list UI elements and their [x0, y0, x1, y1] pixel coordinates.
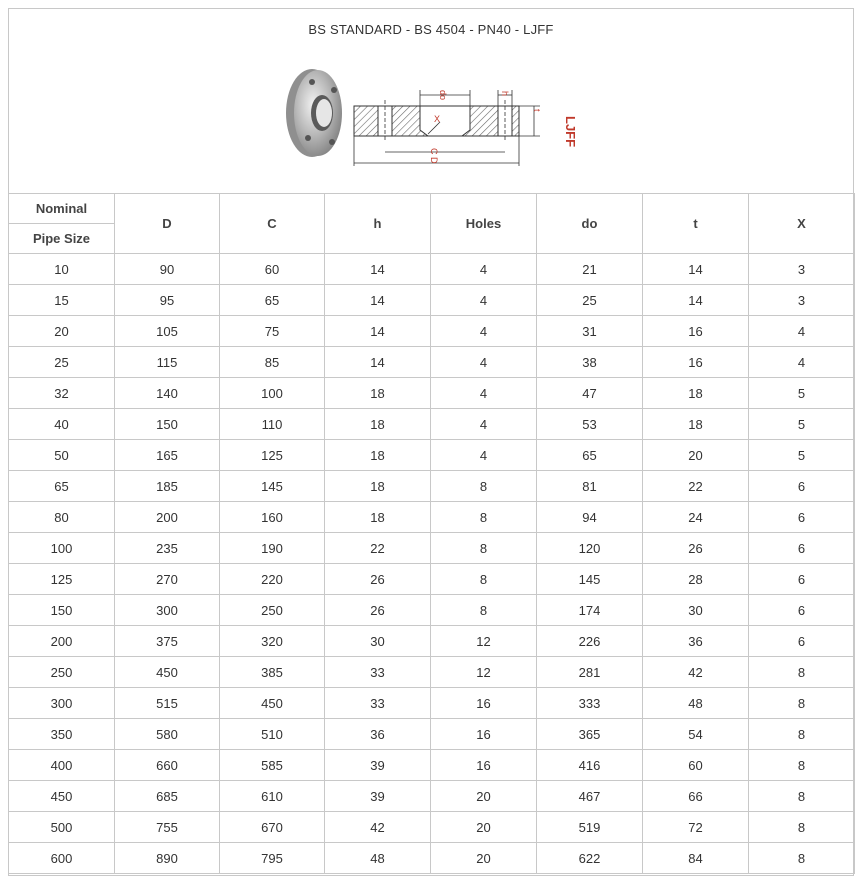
- table-row: [9, 719, 855, 750]
- cell-h: 33: [325, 657, 431, 688]
- cell-t: 36: [643, 626, 749, 657]
- cell-x: 3: [749, 254, 855, 285]
- cell-h: 18: [325, 471, 431, 502]
- cell-holes: 4: [431, 347, 537, 378]
- cell-h: 48: [325, 843, 431, 874]
- cell-t: 16: [643, 316, 749, 347]
- cell-t: 24: [643, 502, 749, 533]
- cell-pipe-size: 350: [9, 719, 115, 750]
- cell-pipe-size: 32: [9, 378, 115, 409]
- cell-x: 4: [749, 347, 855, 378]
- cell-pipe-size: 250: [9, 657, 115, 688]
- cell-do: 65: [537, 440, 643, 471]
- table-row: [9, 533, 855, 564]
- header-pipe-size: Pipe Size: [9, 224, 115, 254]
- cell-d: 150: [115, 409, 220, 440]
- cell-d: 375: [115, 626, 220, 657]
- cell-do: 21: [537, 254, 643, 285]
- cell-do: 94: [537, 502, 643, 533]
- cell-t: 14: [643, 285, 749, 316]
- table-row: [9, 347, 855, 378]
- cell-t: 16: [643, 347, 749, 378]
- table-row: [9, 378, 855, 409]
- cell-holes: 16: [431, 688, 537, 719]
- table-row: [9, 688, 855, 719]
- cell-do: 47: [537, 378, 643, 409]
- cell-h: 18: [325, 409, 431, 440]
- cell-x: 6: [749, 626, 855, 657]
- cell-h: 26: [325, 564, 431, 595]
- header-x: X: [749, 194, 855, 254]
- cell-c: 250: [220, 595, 325, 626]
- cell-d: 450: [115, 657, 220, 688]
- cell-holes: 4: [431, 378, 537, 409]
- cell-x: 3: [749, 285, 855, 316]
- cell-c: 190: [220, 533, 325, 564]
- cell-h: 33: [325, 688, 431, 719]
- cell-d: 685: [115, 781, 220, 812]
- cell-d: 270: [115, 564, 220, 595]
- cell-do: 145: [537, 564, 643, 595]
- flange-photo: [286, 69, 342, 157]
- cell-c: 585: [220, 750, 325, 781]
- cell-t: 18: [643, 409, 749, 440]
- cell-pipe-size: 10: [9, 254, 115, 285]
- cell-c: 220: [220, 564, 325, 595]
- cell-holes: 20: [431, 781, 537, 812]
- cell-t: 18: [643, 378, 749, 409]
- cell-holes: 4: [431, 254, 537, 285]
- cell-pipe-size: 15: [9, 285, 115, 316]
- cell-do: 31: [537, 316, 643, 347]
- cell-x: 8: [749, 812, 855, 843]
- cell-d: 200: [115, 502, 220, 533]
- cell-holes: 20: [431, 843, 537, 874]
- cell-pipe-size: 200: [9, 626, 115, 657]
- cell-x: 6: [749, 595, 855, 626]
- cell-d: 660: [115, 750, 220, 781]
- cell-d: 580: [115, 719, 220, 750]
- cell-c: 795: [220, 843, 325, 874]
- cell-h: 18: [325, 502, 431, 533]
- cell-d: 95: [115, 285, 220, 316]
- cell-c: 160: [220, 502, 325, 533]
- cell-holes: 4: [431, 440, 537, 471]
- cell-holes: 12: [431, 657, 537, 688]
- cell-holes: 12: [431, 626, 537, 657]
- cell-d: 515: [115, 688, 220, 719]
- cell-x: 8: [749, 719, 855, 750]
- cell-c: 60: [220, 254, 325, 285]
- cell-d: 165: [115, 440, 220, 471]
- cell-t: 84: [643, 843, 749, 874]
- cell-holes: 8: [431, 595, 537, 626]
- cell-d: 300: [115, 595, 220, 626]
- table-row: [9, 843, 855, 874]
- label-ljff: LJFF: [563, 116, 578, 148]
- cell-do: 174: [537, 595, 643, 626]
- cell-d: 115: [115, 347, 220, 378]
- table-row: [9, 471, 855, 502]
- cell-t: 14: [643, 254, 749, 285]
- cell-do: 467: [537, 781, 643, 812]
- cell-do: 416: [537, 750, 643, 781]
- cell-h: 42: [325, 812, 431, 843]
- cell-h: 18: [325, 378, 431, 409]
- table-row: [9, 657, 855, 688]
- table-row: [9, 812, 855, 843]
- table-row: [9, 409, 855, 440]
- cell-holes: 8: [431, 471, 537, 502]
- cell-h: 36: [325, 719, 431, 750]
- header-holes: Holes: [431, 194, 537, 254]
- cell-c: 100: [220, 378, 325, 409]
- cell-pipe-size: 100: [9, 533, 115, 564]
- cell-do: 365: [537, 719, 643, 750]
- cell-pipe-size: 600: [9, 843, 115, 874]
- cell-c: 85: [220, 347, 325, 378]
- cell-t: 22: [643, 471, 749, 502]
- cell-holes: 8: [431, 502, 537, 533]
- cell-pipe-size: 300: [9, 688, 115, 719]
- cell-do: 519: [537, 812, 643, 843]
- cell-holes: 8: [431, 533, 537, 564]
- cell-do: 333: [537, 688, 643, 719]
- cell-holes: 16: [431, 719, 537, 750]
- label-h: h: [500, 91, 510, 97]
- cell-holes: 4: [431, 316, 537, 347]
- cell-c: 510: [220, 719, 325, 750]
- cell-do: 53: [537, 409, 643, 440]
- table-row: [9, 595, 855, 626]
- cell-h: 14: [325, 347, 431, 378]
- cell-c: 125: [220, 440, 325, 471]
- cell-x: 4: [749, 316, 855, 347]
- cell-d: 105: [115, 316, 220, 347]
- cell-d: 140: [115, 378, 220, 409]
- cell-pipe-size: 80: [9, 502, 115, 533]
- cell-h: 39: [325, 750, 431, 781]
- cell-x: 6: [749, 502, 855, 533]
- cell-t: 42: [643, 657, 749, 688]
- cell-d: 185: [115, 471, 220, 502]
- cell-t: 26: [643, 533, 749, 564]
- cell-t: 30: [643, 595, 749, 626]
- header-d: D: [115, 194, 220, 254]
- dimensions-table: [8, 193, 855, 874]
- cell-d: 890: [115, 843, 220, 874]
- cell-do: 38: [537, 347, 643, 378]
- cell-do: 226: [537, 626, 643, 657]
- cell-c: 610: [220, 781, 325, 812]
- cell-holes: 4: [431, 285, 537, 316]
- cell-pipe-size: 125: [9, 564, 115, 595]
- cell-pipe-size: 400: [9, 750, 115, 781]
- cell-holes: 4: [431, 409, 537, 440]
- header-t: t: [643, 194, 749, 254]
- cell-x: 8: [749, 657, 855, 688]
- table-row: [9, 626, 855, 657]
- cell-h: 14: [325, 316, 431, 347]
- label-cd: C D: [429, 148, 439, 164]
- cell-h: 39: [325, 781, 431, 812]
- cell-h: 22: [325, 533, 431, 564]
- table-row: [9, 440, 855, 471]
- cell-do: 81: [537, 471, 643, 502]
- label-x: X: [434, 114, 441, 124]
- header-do: do: [537, 194, 643, 254]
- table-row: [9, 254, 855, 285]
- cell-pipe-size: 65: [9, 471, 115, 502]
- cell-h: 14: [325, 254, 431, 285]
- cell-pipe-size: 50: [9, 440, 115, 471]
- table-row: [9, 564, 855, 595]
- header-nominal: Nominal: [9, 194, 115, 224]
- flange-drawing: [278, 68, 588, 178]
- cell-d: 235: [115, 533, 220, 564]
- cell-h: 14: [325, 285, 431, 316]
- cell-do: 622: [537, 843, 643, 874]
- cell-pipe-size: 500: [9, 812, 115, 843]
- cell-x: 6: [749, 533, 855, 564]
- cell-c: 65: [220, 285, 325, 316]
- cell-x: 6: [749, 564, 855, 595]
- cell-x: 6: [749, 471, 855, 502]
- cell-pipe-size: 25: [9, 347, 115, 378]
- cell-do: 120: [537, 533, 643, 564]
- cell-do: 25: [537, 285, 643, 316]
- cell-t: 72: [643, 812, 749, 843]
- cell-pipe-size: 20: [9, 316, 115, 347]
- flange-section: [354, 90, 578, 166]
- cell-c: 670: [220, 812, 325, 843]
- cell-c: 145: [220, 471, 325, 502]
- cell-holes: 16: [431, 750, 537, 781]
- cell-c: 450: [220, 688, 325, 719]
- cell-t: 60: [643, 750, 749, 781]
- table-row: [9, 316, 855, 347]
- cell-x: 8: [749, 843, 855, 874]
- cell-d: 755: [115, 812, 220, 843]
- cell-holes: 8: [431, 564, 537, 595]
- cell-pipe-size: 40: [9, 409, 115, 440]
- table-row: [9, 502, 855, 533]
- cell-t: 48: [643, 688, 749, 719]
- cell-x: 5: [749, 440, 855, 471]
- label-do: do: [438, 90, 448, 101]
- cell-x: 8: [749, 781, 855, 812]
- title-cell: [8, 8, 854, 194]
- cell-h: 18: [325, 440, 431, 471]
- cell-pipe-size: 150: [9, 595, 115, 626]
- header-h: h: [325, 194, 431, 254]
- table-row: [9, 781, 855, 812]
- table-row: [9, 750, 855, 781]
- cell-x: 8: [749, 750, 855, 781]
- cell-h: 26: [325, 595, 431, 626]
- cell-c: 75: [220, 316, 325, 347]
- page-title: BS STANDARD - BS 4504 - PN40 - LJFF: [308, 22, 554, 37]
- cell-x: 8: [749, 688, 855, 719]
- cell-holes: 20: [431, 812, 537, 843]
- cell-t: 28: [643, 564, 749, 595]
- cell-d: 90: [115, 254, 220, 285]
- cell-x: 5: [749, 409, 855, 440]
- cell-h: 30: [325, 626, 431, 657]
- cell-c: 385: [220, 657, 325, 688]
- cell-c: 110: [220, 409, 325, 440]
- cell-t: 20: [643, 440, 749, 471]
- cell-t: 54: [643, 719, 749, 750]
- cell-t: 66: [643, 781, 749, 812]
- cell-do: 281: [537, 657, 643, 688]
- header-c: C: [220, 194, 325, 254]
- cell-c: 320: [220, 626, 325, 657]
- label-t: t: [532, 109, 542, 112]
- table-row: [9, 285, 855, 316]
- cell-x: 5: [749, 378, 855, 409]
- cell-pipe-size: 450: [9, 781, 115, 812]
